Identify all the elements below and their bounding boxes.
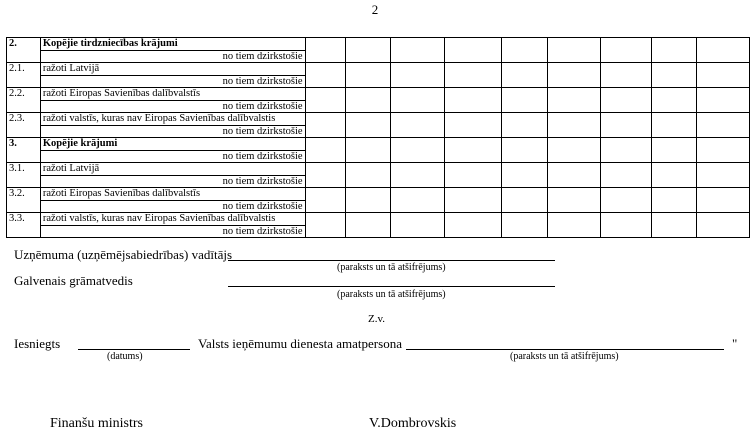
value-cell: [547, 138, 600, 163]
value-cell: [601, 63, 652, 88]
value-cell: [501, 38, 547, 63]
value-cell: [390, 188, 444, 213]
value-cell: [601, 213, 652, 238]
table-row: [7, 88, 750, 101]
value-cell: [305, 188, 345, 213]
row-sub-label: no tiem dzirkstošie: [40, 75, 305, 88]
row-label: Kopējie krājumi: [40, 138, 305, 151]
row-sub-label: no tiem dzirkstošie: [40, 50, 305, 63]
value-cell: [501, 113, 547, 138]
value-cell: [501, 88, 547, 113]
value-cell: [305, 88, 345, 113]
row-code: 2.: [7, 38, 41, 63]
value-cell: [390, 113, 444, 138]
value-cell: [696, 88, 749, 113]
row-sub-label: no tiem dzirkstošie: [40, 175, 305, 188]
value-cell: [651, 113, 696, 138]
value-cell: [547, 163, 600, 188]
value-cell: [444, 213, 501, 238]
value-cell: [390, 38, 444, 63]
value-cell: [444, 63, 501, 88]
row-sub-label: no tiem dzirkstošie: [40, 150, 305, 163]
value-cell: [444, 138, 501, 163]
value-cell: [547, 213, 600, 238]
value-cell: [601, 38, 652, 63]
value-cell: [305, 113, 345, 138]
value-cell: [305, 138, 345, 163]
value-cell: [345, 188, 390, 213]
director-hint: (paraksts un tā atšifrējums): [337, 262, 446, 273]
table-row: [7, 38, 750, 51]
value-cell: [501, 213, 547, 238]
row-code: 2.1.: [7, 63, 41, 88]
value-cell: [390, 88, 444, 113]
value-cell: [696, 113, 749, 138]
date-hint: (datums): [107, 351, 143, 362]
accountant-signature-line: [228, 286, 555, 287]
value-cell: [345, 163, 390, 188]
row-code: 3.: [7, 138, 41, 163]
value-cell: [444, 88, 501, 113]
value-cell: [601, 138, 652, 163]
value-cell: [651, 138, 696, 163]
value-cell: [305, 38, 345, 63]
value-cell: [345, 213, 390, 238]
value-cell: [345, 138, 390, 163]
value-cell: [696, 63, 749, 88]
row-label: ražoti valstīs, kuras nav Eiropas Savienības dalībvalstis: [40, 113, 305, 126]
value-cell: [651, 188, 696, 213]
value-cell: [444, 163, 501, 188]
table-row: [7, 63, 750, 76]
value-cell: [651, 163, 696, 188]
minister-title: Finanšu ministrs: [50, 416, 143, 431]
value-cell: [601, 163, 652, 188]
row-label: Kopējie tirdzniecības krājumi: [40, 38, 305, 51]
accountant-label: Galvenais grāmatvedis: [14, 273, 133, 288]
row-sub-label: no tiem dzirkstošie: [40, 125, 305, 138]
value-cell: [345, 38, 390, 63]
value-cell: [696, 38, 749, 63]
value-cell: [305, 63, 345, 88]
value-cell: [444, 113, 501, 138]
value-cell: [547, 188, 600, 213]
row-code: 3.3.: [7, 213, 41, 238]
value-cell: [390, 63, 444, 88]
value-cell: [390, 163, 444, 188]
table-row: [7, 188, 750, 201]
stock-table: [6, 37, 750, 238]
value-cell: [696, 188, 749, 213]
value-cell: [547, 38, 600, 63]
value-cell: [444, 38, 501, 63]
date-line: [78, 349, 190, 350]
row-label: ražoti valstīs, kuras nav Eiropas Savienības dalībvalstis: [40, 213, 305, 226]
row-code: 3.2.: [7, 188, 41, 213]
value-cell: [651, 63, 696, 88]
value-cell: [501, 138, 547, 163]
table-row: [7, 113, 750, 126]
official-signature-line: [406, 349, 724, 350]
row-code: 2.2.: [7, 88, 41, 113]
value-cell: [501, 63, 547, 88]
value-cell: [651, 88, 696, 113]
submitted-label: Iesniegts: [14, 336, 61, 351]
director-signature-line: [228, 260, 555, 261]
value-cell: [345, 113, 390, 138]
table-row: [7, 138, 750, 151]
value-cell: [305, 163, 345, 188]
official-hint: (paraksts un tā atšifrējums): [510, 351, 619, 362]
row-sub-label: no tiem dzirkstošie: [40, 100, 305, 113]
value-cell: [345, 63, 390, 88]
row-label: ražoti Latvijā: [40, 163, 305, 176]
value-cell: [601, 88, 652, 113]
value-cell: [696, 213, 749, 238]
director-label: Uzņēmuma (uzņēmējsabiedrības) vadītājs: [14, 247, 233, 262]
table-row: [7, 163, 750, 176]
value-cell: [696, 163, 749, 188]
official-label: Valsts ieņēmumu dienesta amatpersona: [198, 336, 402, 351]
value-cell: [547, 113, 600, 138]
value-cell: [345, 88, 390, 113]
accountant-hint: (paraksts un tā atšifrējums): [337, 289, 446, 300]
value-cell: [601, 188, 652, 213]
value-cell: [696, 138, 749, 163]
row-sub-label: no tiem dzirkstošie: [40, 225, 305, 238]
stamp-place: Z.v.: [368, 313, 386, 325]
value-cell: [547, 88, 600, 113]
value-cell: [501, 163, 547, 188]
row-code: 3.1.: [7, 163, 41, 188]
value-cell: [601, 113, 652, 138]
row-code: 2.3.: [7, 113, 41, 138]
value-cell: [501, 188, 547, 213]
value-cell: [390, 138, 444, 163]
value-cell: [651, 213, 696, 238]
row-sub-label: no tiem dzirkstošie: [40, 200, 305, 213]
closing-quote: ": [732, 336, 738, 351]
table-row: [7, 213, 750, 226]
value-cell: [651, 38, 696, 63]
value-cell: [305, 213, 345, 238]
row-label: ražoti Eiropas Savienības dalībvalstīs: [40, 188, 305, 201]
page-number: 2: [371, 2, 379, 17]
minister-name: V.Dombrovskis: [369, 416, 457, 431]
value-cell: [547, 63, 600, 88]
value-cell: [444, 188, 501, 213]
value-cell: [390, 213, 444, 238]
row-label: ražoti Eiropas Savienības dalībvalstīs: [40, 88, 305, 101]
row-label: ražoti Latvijā: [40, 63, 305, 76]
